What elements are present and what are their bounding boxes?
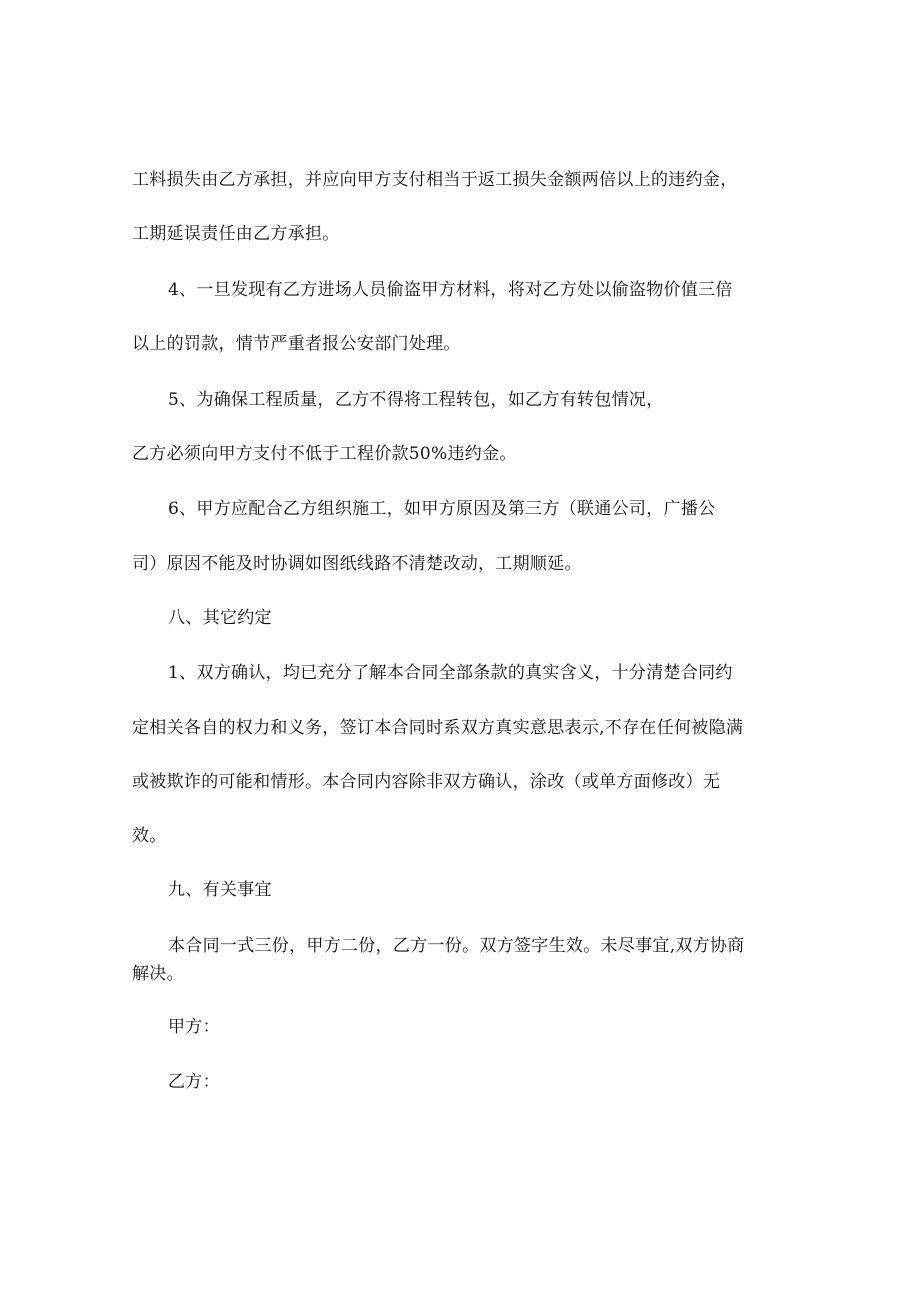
clause-5-line-1: 5、为确保工程质量，乙方不得将工程转包，如乙方有转包情况， — [168, 390, 664, 410]
text-line-1: 工料损失由乙方承担，并应向甲方支付相当于返工损失金额两倍以上的违约金， — [132, 170, 738, 190]
agreement-1-line-4: 效。 — [132, 826, 167, 846]
agreement-1-line-3: 或被欺诈的可能和情形。本合同内容除非双方确认，涂改（或单方面修改）无 — [132, 772, 721, 792]
copies-line-1: 本合同一式三份，甲方二份，乙方一份。双方签字生效。未尽事宜,双方协商 — [168, 936, 745, 956]
party-a-signature-label: 甲方： — [168, 1017, 220, 1037]
agreement-1-line-2: 定相关各自的权力和义务，签订本合同时系双方真实意思表示,不存在任何被隐满 — [132, 718, 744, 738]
clause-6-line-1: 6、甲方应配合乙方组织施工，如甲方原因及第三方（联通公司，广播公 — [168, 499, 716, 519]
party-b-signature-label: 乙方： — [168, 1072, 220, 1092]
section-9-heading: 九、有关事宜 — [168, 880, 272, 900]
clause-6-line-2: 司）原因不能及时协调如图纸线路不清楚改动，工期顺延。 — [132, 554, 582, 574]
copies-line-2: 解决。 — [132, 964, 184, 984]
text-line-2: 工期延误责任由乙方承担。 — [132, 224, 340, 244]
clause-4-line-1: 4、一旦发现有乙方进场人员偷盗甲方材料，将对乙方处以偷盗物价值三倍 — [168, 280, 733, 300]
clause-5-line-2: 乙方必须向甲方支付不低于工程价款50%违约金。 — [132, 444, 517, 464]
clause-4-line-2: 以上的罚款，情节严重者报公安部门处理。 — [132, 334, 461, 354]
section-8-heading: 八、其它约定 — [168, 608, 272, 628]
agreement-1-line-1: 1、双方确认，均已充分了解本合同全部条款的真实含义，十分清楚合同约 — [168, 663, 733, 683]
